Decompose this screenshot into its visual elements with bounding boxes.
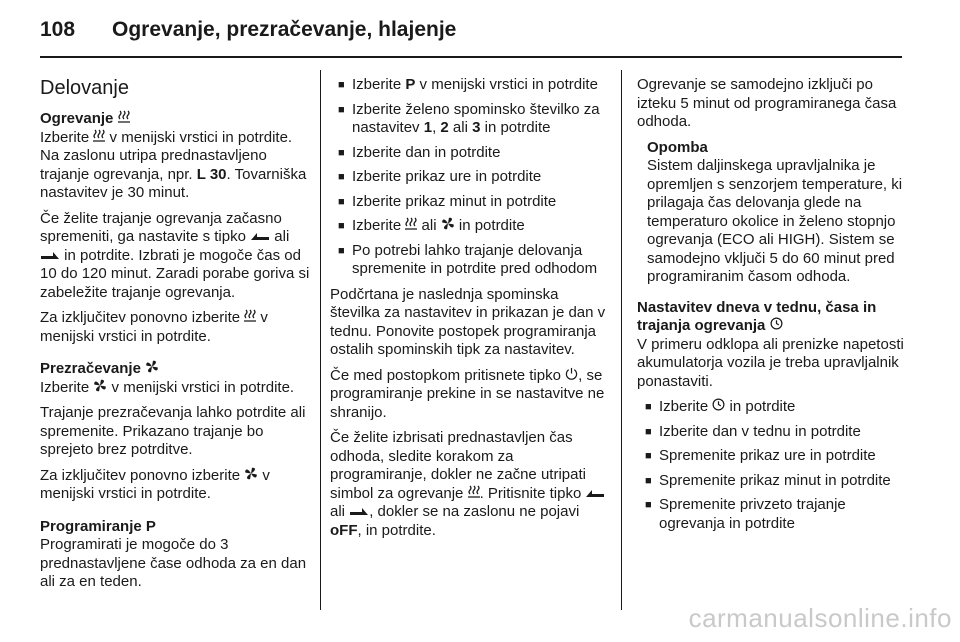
paragraph: Ogrevanje se samodejno izključi po izteku 5 minut od programiranega časa odhoda. [637, 76, 897, 130]
minus-key-icon [585, 488, 605, 498]
heating-icon [118, 110, 130, 123]
section-heading: Delovanje [40, 77, 129, 99]
note-title: Opomba [647, 138, 708, 156]
paragraph: Če želite izbrisati prednastavljen čas odhoda, sledite korakom za programiranje, dokler ne začne utripati simbol za ogrevanje . Pritisnite tipko ali , dokler se na zaslonu ne pojavi oFF, in potrdite. [330, 429, 610, 540]
fan-icon [145, 360, 159, 373]
list-item: ■ Spremenite prikaz minut in potrdite [637, 472, 905, 491]
programming-paragraph: Programirati je mogoče do 3 prednastavljene čase odhoda za en dan ali za en teden. [40, 536, 307, 590]
paragraph: Podčrtana je naslednja spominska številka za nastavitev in prikazan je dan v tednu. Ponovite postopek programiranja ostalih spominskih tipk za nastavitev. [330, 285, 606, 358]
paragraph: Če med postopkom pritisnete tipko , se programiranje prekine in se nastavitve ne shranijo. [330, 366, 605, 421]
clock-icon [712, 398, 725, 411]
list-item: ■ Izberite in potrdite [637, 398, 905, 417]
ventilation-paragraph-2: Trajanje prezračevanja lahko potrdite ali spremenite. Prikazano trajanje bo sprejeto brez potrditve. [40, 404, 306, 458]
heating-icon [244, 309, 256, 322]
list-item: ■ Izberite želeno spominsko številko za nastavitev 1, 2 ali 3 in potrdite [330, 101, 610, 138]
plus-key-icon [349, 506, 369, 516]
programming-steps [330, 76, 610, 279]
header-rule [40, 56, 902, 58]
heating-paragraph-3: Za izključitev ponovno izberite v menijski vrstici in potrdite. [40, 309, 268, 345]
fan-icon [93, 379, 107, 392]
column-2 [330, 76, 610, 547]
page-header [40, 10, 902, 52]
ventilation-paragraph-1: Izberite v menijski vrstici in potrdite. [40, 378, 295, 396]
heating-icon [468, 485, 480, 498]
clock-icon [770, 317, 783, 330]
column-divider-2 [621, 70, 622, 610]
page-reference: L 30 [196, 165, 227, 183]
power-icon [565, 367, 578, 380]
programming-subheading: Programiranje P [40, 517, 156, 535]
list-item: ■ Spremenite prikaz ure in potrdite [637, 447, 905, 466]
column-1 [40, 76, 312, 599]
list-item: ■ Izberite dan v tednu in potrdite [637, 423, 905, 442]
fan-icon [244, 467, 258, 480]
column-3 [637, 76, 905, 540]
page-title: Ogrevanje, prezračevanje, hlajenje [112, 18, 457, 41]
ventilation-paragraph-3: Za izključitev ponovno izberite v menijski vrstici in potrdite. [40, 466, 270, 502]
list-item: ■ Spremenite privzeto trajanje ogrevanja in potrdite [637, 496, 905, 533]
clock-subheading: Nastavitev dneva v tednu, časa in trajanja ogrevanja [637, 298, 877, 334]
heating-icon [405, 217, 417, 230]
heating-paragraph-2: Če želite trajanje ogrevanja začasno spremeniti, ga nastavite s tipko ali in potrdite. Izbrati je mogoče čas od 10 do 120 minut. Zaradi porabe goriva si zabeležite trajanje ogrevanja. [40, 209, 310, 301]
fan-icon [441, 217, 455, 230]
heating-paragraph-1: Izberite v menijski vrstici in potrdite. Na zaslonu utripa prednastavljeno trajanje ogrevanja, npr. L 30. Tovarniška nastavitev je 30 minut. [40, 128, 307, 201]
clock-steps [637, 398, 905, 533]
list-item: ■ Izberite P v menijski vrstici in potrdite [330, 76, 610, 95]
note-box [637, 139, 905, 287]
column-divider-1 [320, 70, 321, 610]
list-item: ■ Po potrebi lahko trajanje delovanja spremenite in potrdite pred odhodom [330, 242, 610, 279]
heating-icon [93, 129, 105, 142]
list-item: ■ Izberite prikaz minut in potrdite [330, 193, 610, 212]
heating-subheading: Ogrevanje [40, 110, 312, 129]
list-item: ■ Izberite ali in potrdite [330, 217, 610, 236]
paragraph: V primeru odklopa ali prenizke napetosti akumulatorja vozila je treba upravljalnik ponastaviti. [637, 335, 904, 390]
minus-key-icon [250, 231, 270, 241]
plus-key-icon [40, 250, 60, 260]
ventilation-subheading: Prezračevanje [40, 360, 312, 379]
list-item: ■ Izberite prikaz ure in potrdite [330, 168, 610, 187]
note-text: Sistem daljinskega upravljalnika je opremljen s senzorjem temperature, ki prilagaja čas delovanja glede na temperaturo okolice in želeno stopnjo ogrevanja (ECO ali HIGH). Sistem se samodejno vključi 5 do 60 minut pred programiranim časom odhoda. [647, 157, 903, 285]
list-item: ■ Izberite dan in potrdite [330, 144, 610, 163]
page-number: 108 [40, 18, 76, 41]
watermark: carmanualsonline.info [688, 603, 952, 633]
